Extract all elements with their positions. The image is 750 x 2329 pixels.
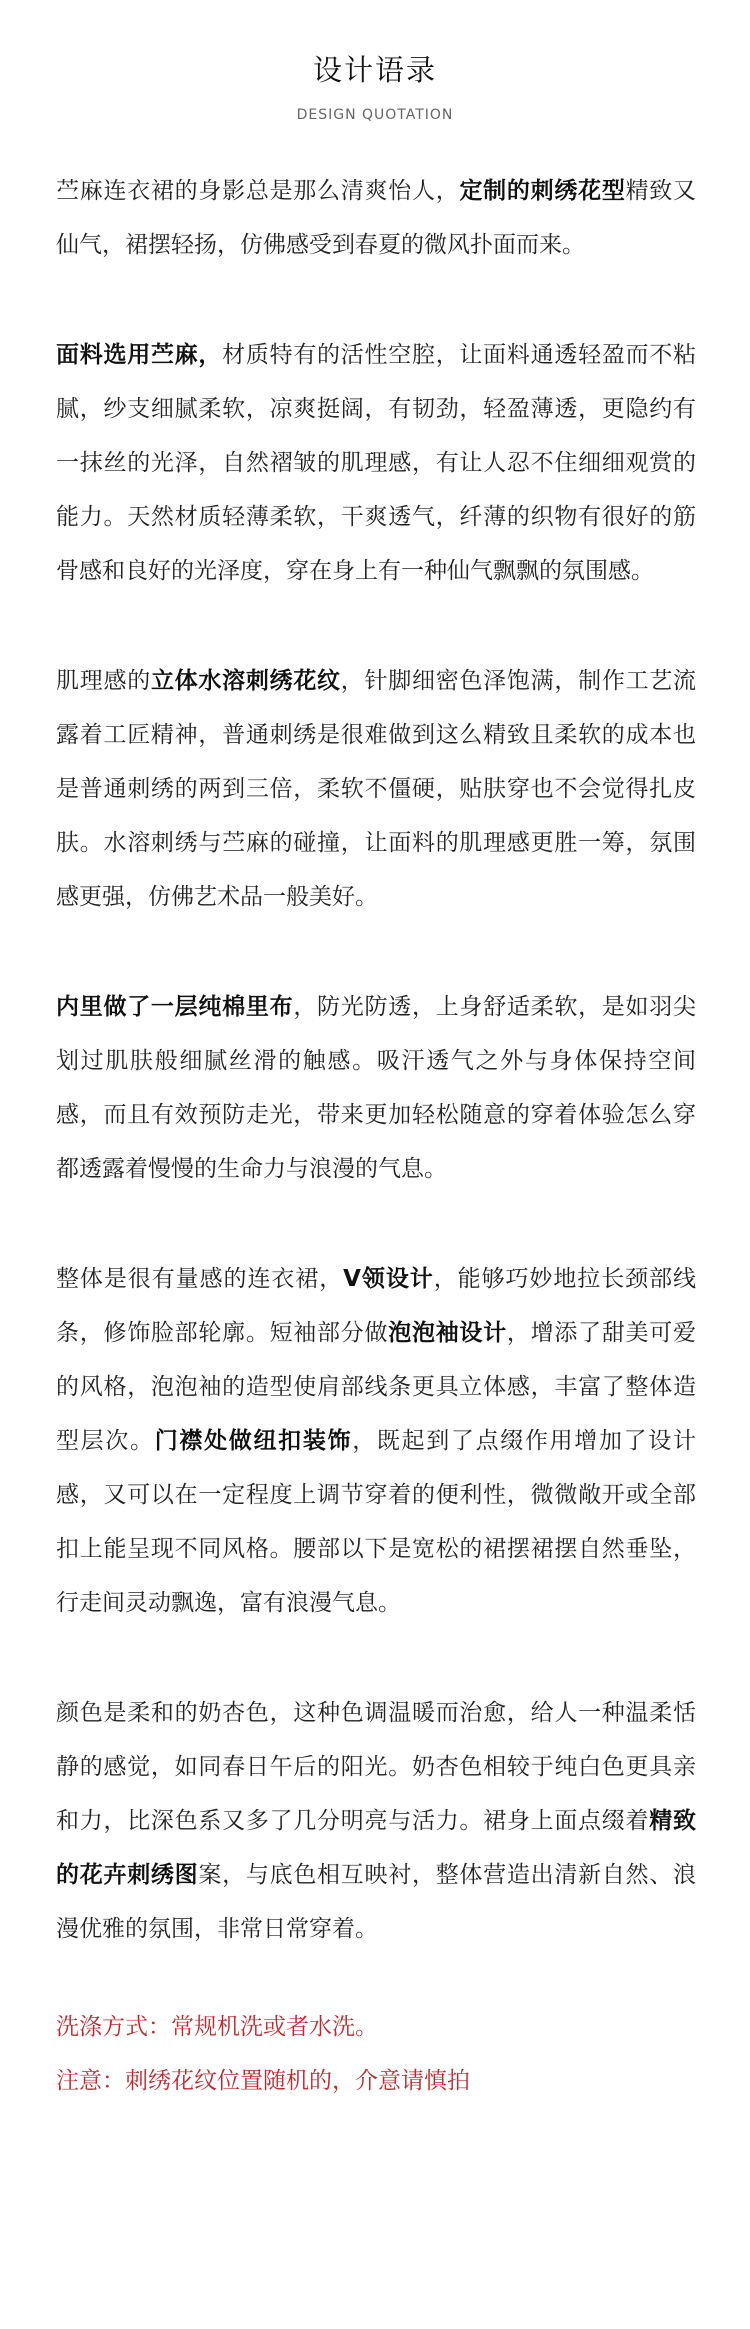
paragraph-fabric: [56, 328, 696, 598]
embroidery-notice: 注意：刺绣花纹位置随机的，介意请慎拍: [56, 2068, 470, 2094]
paragraph-design: [56, 1252, 696, 1630]
body-text: ，能够巧妙地拉长颈部线条，修饰脸部轮廓。短袖部分做: [56, 1266, 697, 1346]
body-text: ，针脚细密色泽饱满，制作工艺流露着工匠精神，普通刺绣是很难做到这么精致且柔软的成本也是普通刺绣的两到三倍，柔软不僵硬，贴肤穿也不会觉得扎皮肤。水溶刺绣与苎麻的碰撞，让面料的肌理感更胜一筹，氛围感更强，仿佛艺术品一般美好。: [56, 668, 697, 910]
body-text: ，增添了甜美可爱的风格，泡泡袖的造型使肩部线条更具立体感，丰富了整体造型层次。: [56, 1320, 697, 1454]
paragraph-color: [56, 1686, 696, 1956]
body-text: 肌理感的: [56, 668, 151, 694]
highlight-text: V领设计: [343, 1266, 434, 1292]
highlight-text: 面料选用苎麻，: [56, 342, 223, 368]
body-text: 整体是很有量感的连衣裙，: [56, 1266, 344, 1292]
highlight-text: 立体水溶刺绣花纹: [150, 668, 341, 694]
highlight-text: 内里做了一层纯棉里布: [56, 994, 294, 1020]
highlight-text: 定制的刺绣花型: [459, 178, 626, 204]
section-header: [0, 50, 750, 124]
description-body: [56, 164, 696, 2108]
highlight-text: 泡泡袖设计: [388, 1320, 507, 1346]
section-subtitle: DESIGN QUOTATION: [296, 107, 454, 123]
highlight-text: 精致的花卉刺绣图: [56, 1808, 697, 1888]
paragraph-embroidery: [56, 654, 696, 924]
body-text: 精致又仙气，裙摆轻扬，仿佛感受到春夏的微风扑面而来。: [56, 178, 697, 258]
highlight-text: 门襟处做纽扣装饰: [154, 1428, 353, 1454]
paragraph-intro: [56, 164, 696, 272]
wash-instruction: 洗涤方式：常规机洗或者水洗。: [56, 2014, 378, 2040]
body-text: 案，与底色相互映衬，整体营造出清新自然、浪漫优雅的氛围，非常日常穿着。: [56, 1862, 697, 1942]
body-text: 颜色是柔和的奶杏色，这种色调温暖而治愈，给人一种温柔恬静的感觉，如同春日午后的阳光。奶杏色相较于纯白色更具亲和力，比深色系又多了几分明亮与活力。裙身上面点缀着: [56, 1700, 696, 1834]
body-text: 材质特有的活性空腔，让面料通透轻盈而不粘腻，纱支细腻柔软，凉爽挺阔，有韧劲，轻盈薄透，更隐约有一抹丝的光泽，自然褶皱的肌理感，有让人忍不住细细观赏的能力。天然材质轻薄柔软，干爽透气，纤薄的织物有很好的筋骨感和良好的光泽度，穿在身上有一种仙气飘飘的氛围感。: [56, 342, 697, 584]
body-text: ，防光防透，上身舒适柔软，是如羽尖划过肌肤般细腻丝滑的触感。吸汗透气之外与身体保持空间感，而且有效预防走光，带来更加轻松随意的穿着体验怎么穿都透露着慢慢的生命力与浪漫的气息。: [56, 994, 697, 1182]
paragraph-lining: [56, 980, 696, 1196]
body-text: 苎麻连衣裙的身影总是那么清爽怡人，: [56, 178, 460, 204]
body-text: ，既起到了点缀作用增加了设计感，又可以在一定程度上调节穿着的便利性，微微敞开或全部扣上能呈现不同风格。腰部以下是宽松的裙摆裙摆自然垂坠，行走间灵动飘逸，富有浪漫气息。: [56, 1428, 697, 1616]
section-title: 设计语录: [312, 53, 437, 87]
